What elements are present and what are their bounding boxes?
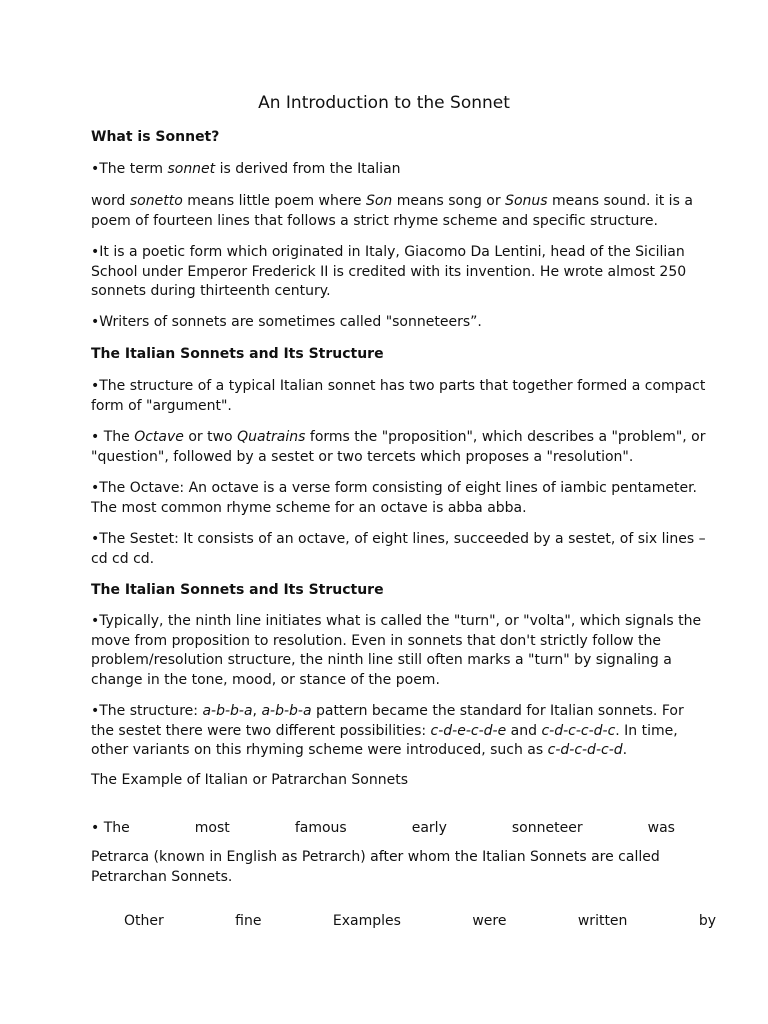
paragraph-term-sonnet: •The term sonnet is derived from the Italian (91, 161, 401, 177)
paragraph-volta: •Typically, the ninth line initiates what is called the "turn", or "volta", which signals the move from proposition to resolution. Even in sonnets that don't strictly follow the problem/resolution structure, the ninth line still often marks a "turn" by signaling a change in the tone, mood, or stance of the poem. (91, 613, 702, 688)
paragraph-famous-sonneteer-line: • The most famous early sonneteer was (91, 820, 675, 836)
paragraph-octave-quatrains: • The Octave or two Quatrains forms the "proposition", which describes a "problem", or "question", followed by a sestet or two tercets which proposes a "resolution". (91, 429, 706, 465)
heading-italian-sonnets-structure-2: The Italian Sonnets and Its Structure (91, 582, 384, 598)
paragraph-example-heading: The Example of Italian or Patrarchan Sonnets (91, 772, 409, 788)
heading-italian-sonnets-structure: The Italian Sonnets and Its Structure (91, 346, 384, 362)
paragraph-origin: •It is a poetic form which originated in Italy, Giacomo Da Lentini, head of the Sicilian School under Emperor Frederick II is credited with its invention. He wrote almost 250 sonnets during thirteenth century. (91, 244, 687, 299)
heading-what-is-sonnet: What is Sonnet? (91, 129, 220, 145)
paragraph-other-examples-line: Other fine Examples were written by (124, 913, 716, 929)
paragraph-word-sonetto: word sonetto means little poem where Son means song or Sonus means sound. it is a poem of fourteen lines that follows a strict rhyme scheme and specific structure. (91, 193, 693, 229)
paragraph-sestet-definition: •The Sestet: It consists of an octave, of eight lines, succeeded by a sestet, of six lines – cd cd cd. (91, 531, 706, 567)
paragraph-structure-two-parts: •The structure of a typical Italian sonnet has two parts that together formed a compact form of "argument". (91, 378, 706, 414)
paragraph-octave-definition: •The Octave: An octave is a verse form consisting of eight lines of iambic pentameter. The most common rhyme scheme for an octave is abba abba. (91, 480, 697, 516)
paragraph-petrarca: Petrarca (known in English as Petrarch) after whom the Italian Sonnets are called Petrarchan Sonnets. (91, 849, 660, 885)
paragraph-rhyme-structure: •The structure: a-b-b-a, a-b-b-a pattern became the standard for Italian sonnets. For the sestet there were two different possibilities: c-d-e-c-d-e and c-d-c-c-d-c. In time, other variants on this rhyming scheme were introduced, such as c-d-c-d-c-d. (91, 703, 684, 758)
document-title: An Introduction to the Sonnet (258, 93, 510, 113)
paragraph-sonneteers: •Writers of sonnets are sometimes called "sonneteers”. (91, 314, 482, 330)
